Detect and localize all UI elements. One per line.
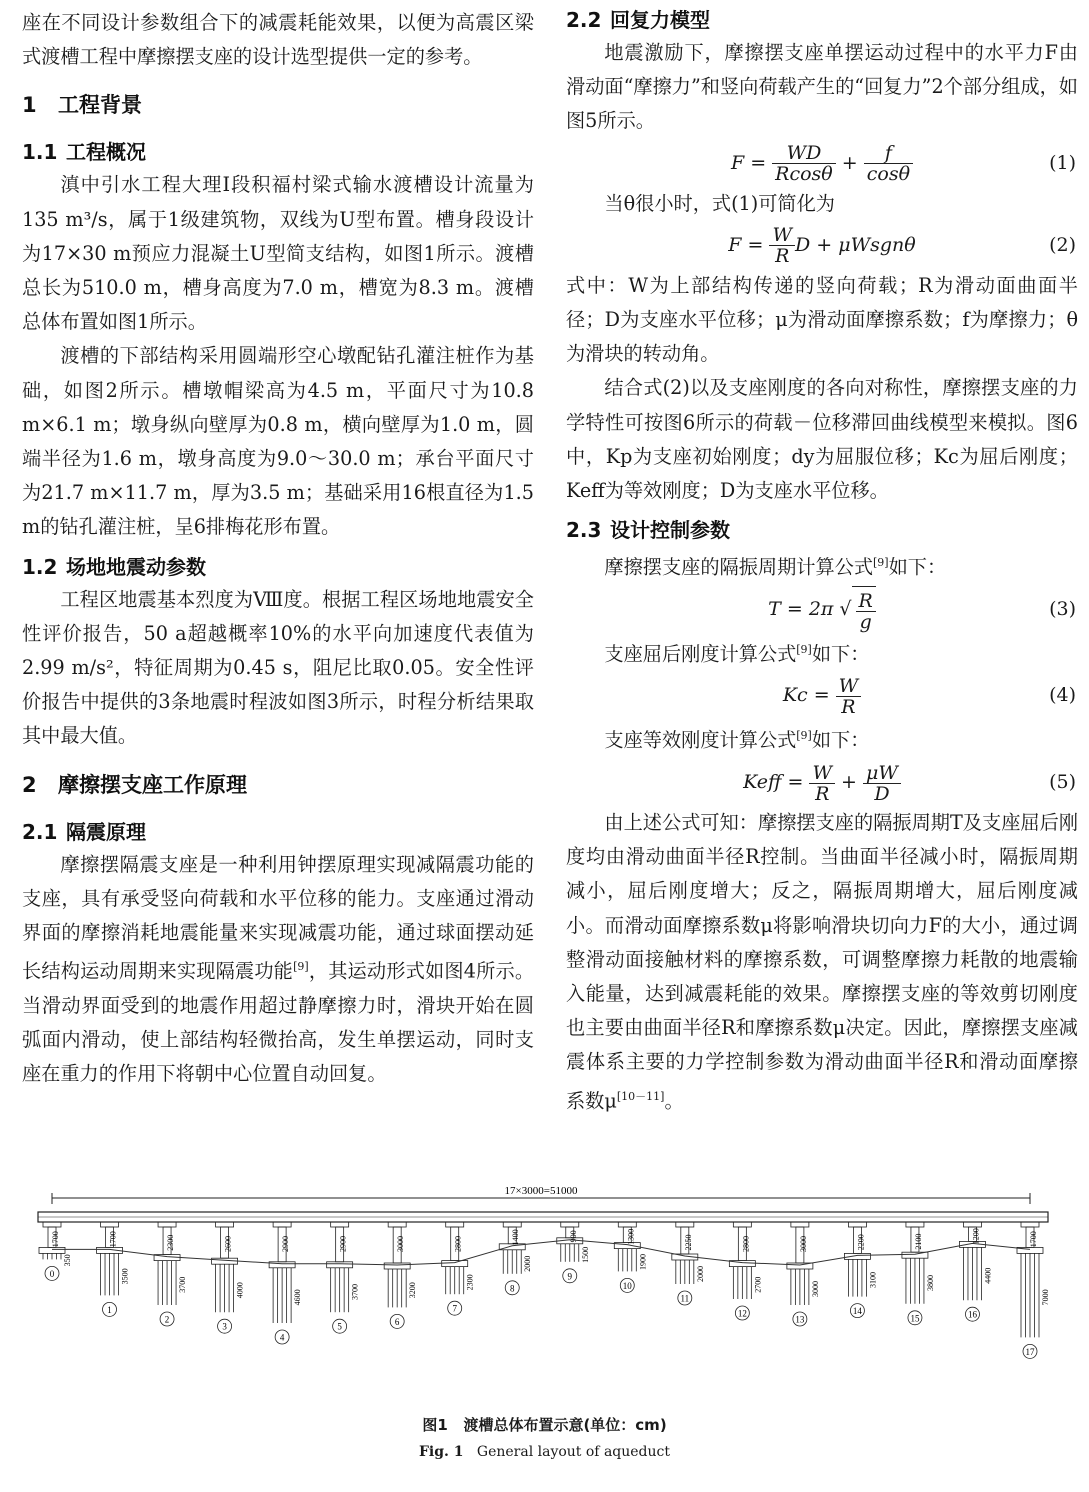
equation-number: (3) bbox=[1049, 597, 1076, 620]
paragraph-eq5-intro: 支座等效刚度计算公式[9]如下： bbox=[604, 728, 870, 752]
section-heading-2-1: 2.1 隔震原理 bbox=[22, 819, 146, 844]
pile-length-label: 7000 bbox=[1041, 1289, 1050, 1306]
paragraph-2-2c: 结合式(2)以及支座刚度的各向对称性，摩擦摆支座的力学特性可按图6所示的荷载－位移滞回曲线模型来模拟。图6中，Kp为支座初始刚度；dy为屈服位移；Kc为屈后刚度；Keff为等效刚度；D为支座水平位移。 bbox=[566, 376, 1078, 503]
pile-length-label: 3700 bbox=[350, 1284, 360, 1300]
paragraph-eq4-intro: 支座屈后刚度计算公式[9]如下： bbox=[604, 642, 870, 666]
pier-14 bbox=[844, 1222, 877, 1318]
column-height-label: 2800 bbox=[741, 1236, 751, 1252]
column-height-label: 1400 bbox=[511, 1229, 521, 1246]
equation-3: T = 2π √ $\frac{R}{g}$ (3) bbox=[566, 586, 1078, 632]
column-height-label: 1700 bbox=[1029, 1231, 1038, 1248]
pier-cap bbox=[1021, 1222, 1039, 1227]
paragraph-2-2a: 地震激励下，摩擦摆支座单摆运动过程中的水平力F由滑动面“摩擦力”和竖向荷载产生的“回复力”2个部分组成，如图5所示。 bbox=[566, 41, 1078, 133]
equation-5: Keff = $\frac{W}{R}$ + $\frac{\mu W}{D}$ (5) bbox=[566, 759, 1078, 805]
pile-cap bbox=[327, 1262, 353, 1268]
citation: [10－11] bbox=[616, 1089, 665, 1103]
pier-cap bbox=[331, 1222, 349, 1227]
column-height-label: 2800 bbox=[453, 1236, 463, 1252]
pile-length-label: 3100 bbox=[868, 1272, 878, 1288]
pier-number-label: 3 bbox=[222, 1321, 227, 1332]
pier-15 bbox=[902, 1222, 935, 1325]
pier-number-label: 5 bbox=[337, 1321, 342, 1332]
pier-number-label: 8 bbox=[509, 1283, 515, 1294]
citation: [9] bbox=[293, 960, 309, 974]
pile-cap bbox=[384, 1263, 410, 1269]
pier-cap bbox=[676, 1222, 694, 1227]
pier-number-label: 7 bbox=[452, 1303, 457, 1314]
pier-cap bbox=[733, 1222, 751, 1227]
pier-cap bbox=[101, 1222, 119, 1227]
equation-number: (2) bbox=[1049, 233, 1076, 256]
pile-length-label: 350 bbox=[63, 1254, 72, 1267]
pier-cap bbox=[158, 1222, 176, 1227]
column-height-label: 2200 bbox=[856, 1234, 866, 1251]
pile-cap bbox=[902, 1252, 928, 1258]
pier-16 bbox=[959, 1222, 992, 1321]
equation-2: F = $\frac{W}{R}$ D + μWsgnθ (2) bbox=[566, 222, 1078, 268]
pier-3 bbox=[212, 1222, 245, 1333]
pile-length-label: 2700 bbox=[753, 1276, 763, 1293]
pier-cap bbox=[963, 1222, 981, 1227]
pier-number-label: 14 bbox=[852, 1306, 862, 1317]
pier-number-label: 16 bbox=[967, 1309, 977, 1320]
column-height-label: 3000 bbox=[396, 1236, 406, 1252]
pier-cap bbox=[503, 1222, 521, 1227]
equation-number: (4) bbox=[1049, 684, 1076, 707]
pier-cap bbox=[216, 1222, 234, 1227]
pier-13 bbox=[787, 1222, 820, 1326]
pier-10 bbox=[614, 1222, 647, 1292]
pier-4 bbox=[269, 1222, 302, 1344]
pier-1 bbox=[97, 1222, 130, 1316]
right-column bbox=[566, 6, 1078, 1118]
pile-length-label: 3800 bbox=[925, 1275, 935, 1291]
pier-cap bbox=[388, 1222, 406, 1227]
equation-number: (1) bbox=[1049, 151, 1076, 174]
pier-11 bbox=[672, 1222, 705, 1305]
pile-length-label: 1900 bbox=[638, 1254, 648, 1270]
pier-cap bbox=[273, 1222, 291, 1227]
aqueduct-layout-drawing bbox=[30, 1184, 1070, 1404]
pier-9 bbox=[557, 1222, 590, 1283]
section-heading-2: 2 摩擦摆支座工作原理 bbox=[22, 772, 247, 797]
column-height-label: 3000 bbox=[798, 1236, 808, 1252]
section-heading-1-1: 1.1 工程概况 bbox=[22, 140, 146, 165]
column-height-label: 1300 bbox=[626, 1228, 636, 1245]
pier-cap bbox=[43, 1222, 61, 1227]
pier-5 bbox=[327, 1222, 360, 1333]
pile-length-label: 3700 bbox=[178, 1276, 188, 1293]
pier-number-label: 11 bbox=[680, 1293, 690, 1304]
pile-length-label: 3200 bbox=[408, 1282, 418, 1299]
citation: [9] bbox=[796, 729, 812, 743]
pier-number-label: 10 bbox=[622, 1280, 632, 1291]
equation-4: Kc = $\frac{W}{R}$ (4) bbox=[566, 672, 1078, 718]
pile-cap bbox=[442, 1261, 468, 1267]
pile-length-label: 4000 bbox=[235, 1282, 245, 1299]
column-height-label: 1700 bbox=[51, 1231, 60, 1248]
column-height-label: 2300 bbox=[166, 1234, 176, 1251]
column-height-label: 2250 bbox=[683, 1234, 693, 1251]
pier-cap bbox=[848, 1222, 866, 1227]
pier-2 bbox=[154, 1222, 187, 1326]
pile-length-label: 3000 bbox=[810, 1281, 820, 1297]
pile-cap bbox=[269, 1262, 295, 1268]
ground-line bbox=[52, 1240, 1030, 1265]
column-height-label: 1200 bbox=[971, 1228, 981, 1245]
pier-number-label: 12 bbox=[737, 1308, 747, 1319]
span-dimension-label: 17×3000=51000 bbox=[504, 1185, 578, 1197]
pier-8 bbox=[499, 1222, 532, 1295]
figure-caption-en: Fig. 1 General layout of aqueduct bbox=[418, 1444, 670, 1460]
column-height-label: 2900 bbox=[338, 1236, 348, 1252]
pile-length-label: 1500 bbox=[580, 1246, 590, 1263]
pier-6 bbox=[384, 1222, 417, 1328]
intro-paragraph: 座在不同设计参数组合下的减震耗能效果，以便为高震区梁式渡槽工程中摩擦摆支座的设计选型提供一定的参考。 bbox=[22, 11, 534, 69]
pile-cap bbox=[39, 1247, 65, 1253]
aqueduct-layout-figure bbox=[30, 1184, 1070, 1404]
paragraph-2-3: 由上述公式可知：摩擦摆支座的隔振周期T及支座屈后刚度均由滑动曲面半径R控制。当曲面半径减小时，隔振周期减小，屈后刚度增大；反之，隔振周期增大，屈后刚度减小。而滑动面摩擦系数μ将影响滑块切向力F的大小，通过调整滑动面接触材料的摩擦系数，可调整摩擦力耗散的地震输入能量，达到减震耗能的效果。摩擦摆支座的等效剪切刚度也主要由曲面半径R和摩擦系数μ决定。因此，摩擦摆支座减震体系主要的力学控制参数为滑动曲面半径R和滑动面摩擦系数μ[10－11]。 bbox=[566, 811, 1078, 1113]
paragraph-1-1b: 渡槽的下部结构采用圆端形空心墩配钻孔灌注桩作为基础，如图2所示。槽墩帽梁高为4.5 m，平面尺寸为10.8 m×6.1 m；墩身纵向壁厚为0.8 m，横向壁厚为1.0 m，圆端半径为1.6 m，墩身高度为9.0～30.0 m；承台平面尺寸为21.7 m×11.7 m，厚为3.5 m；基础采用16根直径为1.5 m的钻孔灌注桩，呈6排梅花形布置。 bbox=[22, 344, 534, 539]
paragraph-1-1a: 滇中引水工程大理Ⅰ段积福村梁式输水渡槽设计流量为135 m³/s，属于1级建筑物，双线为U型布置。槽身段设计为17×30 m预应力混凝土U型简支结构，如图1所示。渡槽总长为510.0 m，槽身高度为7.0 m，槽宽为8.3 m。渡槽总体布置如图1所示。 bbox=[22, 173, 534, 334]
pile-length-label: 2000 bbox=[695, 1266, 705, 1282]
citation: [9] bbox=[796, 642, 812, 656]
pier-cap bbox=[561, 1222, 579, 1227]
column-height-label: 2600 bbox=[223, 1236, 233, 1252]
paragraph-eq1-after: 当θ很小时，式(1)可简化为 bbox=[604, 191, 835, 215]
paragraph-2-1: 摩擦摆隔震支座是一种利用钟摆原理实现减隔震功能的支座，具有承受竖向荷载和水平位移的能力。支座通过滑动界面的摩擦消耗地震能量来实现减震功能，通过球面摆动延长结构运动周期来实现隔震功能[9]，其运动形式如图4所示。当滑动界面受到的地震作用超过静摩擦力时，滑块开始在圆弧面内滑动，使上部结构轻微抬高，发生单摆运动，同时支座在重力的作用下将朝中心位置自动回复。 bbox=[22, 852, 535, 1086]
section-heading-1-2: 1.2 场地地震动参数 bbox=[22, 554, 206, 579]
citation: [9] bbox=[873, 556, 889, 570]
pier-17 bbox=[1017, 1222, 1050, 1358]
paragraph-2-2b: 式中：W为上部结构传递的竖向荷载；R为滑动面曲面半径；D为支座水平位移；μ为滑动面摩擦系数；f为摩擦力；θ为滑块的转动角。 bbox=[566, 273, 1078, 366]
paragraph-1-2: 工程区地震基本烈度为Ⅷ度。根据工程区场地地震安全性评价报告，50 a超越概率10%的水平向加速度代表值为2.99 m/s²，特征周期为0.45 s，阻尼比取0.05。安全性评价报告中提供的3条地震时程波如图3所示，时程分析结果取其中最大值。 bbox=[22, 587, 534, 748]
pier-number-label: 6 bbox=[394, 1316, 400, 1327]
pier-number-label: 0 bbox=[49, 1268, 55, 1279]
figure-caption-cn: 图1 渡槽总体布置示意(单位：cm) bbox=[422, 1416, 667, 1434]
pier-0 bbox=[39, 1222, 72, 1280]
pile-length-label: 4600 bbox=[293, 1289, 303, 1306]
left-column bbox=[22, 6, 534, 1091]
section-heading-1: 1 工程背景 bbox=[22, 93, 142, 118]
pile-length-label: 3500 bbox=[120, 1268, 130, 1285]
pier-cap bbox=[446, 1222, 464, 1227]
pier-7 bbox=[442, 1222, 475, 1315]
pier-number-label: 13 bbox=[795, 1314, 805, 1325]
pile-length-label: 4400 bbox=[983, 1267, 993, 1284]
section-heading-2-3: 2.3 设计控制参数 bbox=[566, 518, 730, 543]
pier-number-label: 15 bbox=[910, 1313, 920, 1324]
pile-cap bbox=[844, 1253, 870, 1259]
pier-number-label: 2 bbox=[164, 1314, 170, 1325]
column-height-label: 2900 bbox=[281, 1236, 291, 1252]
column-height-label: 2100 bbox=[913, 1233, 923, 1250]
column-height-label: 1700 bbox=[108, 1231, 118, 1248]
column-height-label: 900 bbox=[568, 1230, 578, 1243]
pier-cap bbox=[618, 1222, 636, 1227]
pile-length-label: 2300 bbox=[465, 1274, 475, 1291]
equation-1: F = $\frac{WD}{Rcos\theta}$ + $\frac{f}{\cos\theta}$ (1) bbox=[566, 140, 1078, 186]
pier-number-label: 4 bbox=[279, 1332, 285, 1343]
equation-number: (5) bbox=[1049, 771, 1076, 794]
paragraph-eq3-intro: 摩擦摆支座的隔振周期计算公式[9]如下： bbox=[604, 555, 947, 579]
pier-12 bbox=[729, 1222, 762, 1320]
pile-length-label: 2000 bbox=[523, 1255, 533, 1272]
pier-number-label: 1 bbox=[107, 1304, 112, 1315]
pier-number-label: 9 bbox=[567, 1271, 573, 1282]
pier-number-label: 17 bbox=[1025, 1346, 1035, 1357]
pier-cap bbox=[791, 1222, 809, 1227]
pier-cap bbox=[906, 1222, 924, 1227]
section-heading-2-2: 2.2 回复力模型 bbox=[566, 8, 710, 32]
